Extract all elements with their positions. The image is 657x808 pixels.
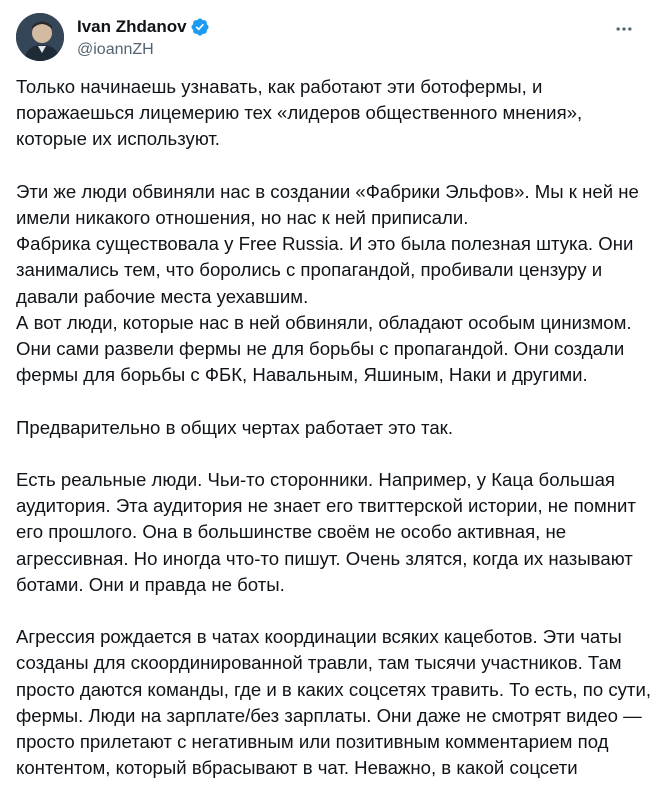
avatar[interactable] bbox=[16, 13, 64, 61]
text-line: занимались тем, что боролись с пропагандой, пробивали цензуру и bbox=[16, 259, 603, 281]
text-line: ботами. Они и правда не боты. bbox=[16, 573, 285, 595]
paragraph bbox=[16, 467, 641, 598]
text-line: его прошлого. Она в большинстве своём не особо активная, не bbox=[16, 521, 567, 543]
text-line: фермы для борьбы с ФБК, Навальным, Яшиным, Наки и другими. bbox=[16, 364, 588, 386]
text-line: Предварительно в общих чертах работает это так. bbox=[16, 416, 453, 438]
text-line: аудитория. Эта аудитория не знает его твиттерской истории, не помнит bbox=[16, 495, 636, 517]
avatar-image bbox=[16, 13, 64, 61]
name-row bbox=[77, 17, 210, 37]
text-line: А вот люди, которые нас в ней обвиняли, обладают особым цинизмом. bbox=[16, 311, 632, 333]
text-line: поражаешься лицемерию тех «лидеров общественного мнения», bbox=[16, 102, 583, 124]
text-line: Агрессия рождается в чатах координации всяких кацеботов. Эти чаты bbox=[16, 626, 622, 648]
text-line: просто даются команды, где и в каких соцсетях травить. То есть, по сути, bbox=[16, 678, 651, 700]
text-line: просто прилетают с негативным или позитивным комментарием под bbox=[16, 731, 609, 753]
text-line: Есть реальные люди. Чьи-то сторонники. Например, у Каца большая bbox=[16, 469, 615, 490]
more-options-icon[interactable] bbox=[607, 17, 641, 41]
paragraph bbox=[16, 415, 641, 441]
text-line: Только начинаешь узнавать, как работают эти ботофермы, и bbox=[16, 76, 543, 97]
author-handle[interactable]: @ioannZH bbox=[77, 41, 154, 58]
paragraph bbox=[16, 624, 651, 781]
paragraph bbox=[16, 179, 641, 389]
tweet-header bbox=[16, 13, 641, 61]
verified-badge-icon bbox=[190, 17, 210, 37]
text-line: созданы для скоординированной травли, там тысячи участников. Там bbox=[16, 652, 622, 674]
text-line: Фабрика существовала у Free Russia. И это была полезная штука. Они bbox=[16, 233, 634, 255]
text-line: которые их используют. bbox=[16, 128, 220, 150]
text-line: фермы. Люди на зарплате/без зарплаты. Они даже не смотрят видео — bbox=[16, 704, 642, 726]
paragraph bbox=[16, 74, 641, 153]
text-line: контентом, который вбрасывают в чат. Неважно, в какой соцсети bbox=[16, 757, 578, 779]
text-line: агрессивная. Но иногда что-то пишут. Очень злятся, когда их называют bbox=[16, 547, 633, 569]
text-line: Эти же люди обвиняли нас в создании «Фабрики Эльфов». Мы к ней не bbox=[16, 180, 639, 202]
author-display-name[interactable]: Ivan Zhdanov bbox=[77, 17, 187, 36]
text-line: Они сами развели фермы не для борьбы с пропагандой. Они создали bbox=[16, 338, 625, 360]
text-line: давали рабочие места уехавшим. bbox=[16, 285, 309, 307]
text-line: имели никакого отношения, но нас к ней приписали. bbox=[16, 207, 469, 228]
tweet-text bbox=[16, 74, 651, 808]
